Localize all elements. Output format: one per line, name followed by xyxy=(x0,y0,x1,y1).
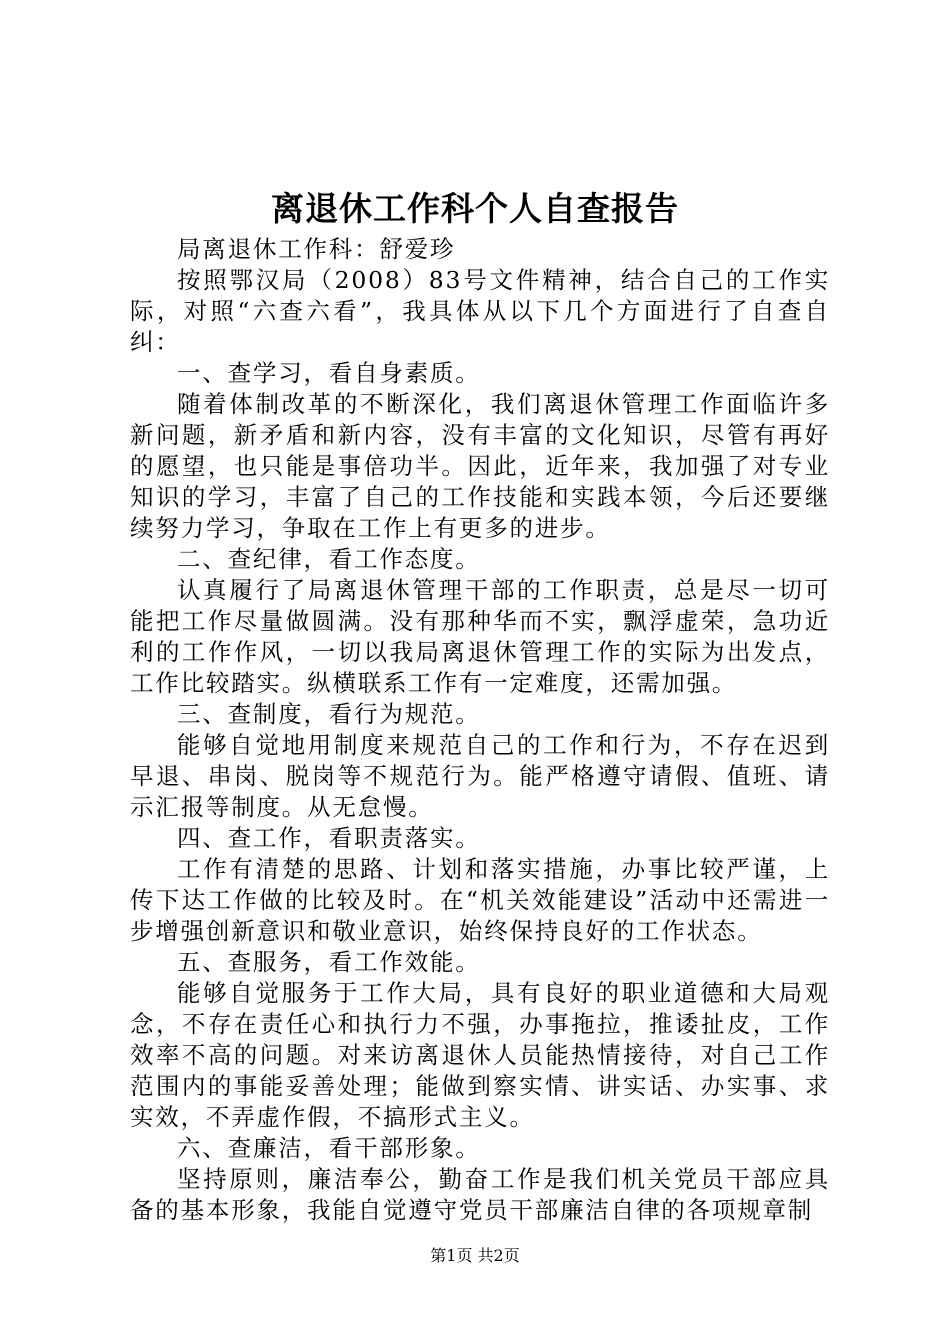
document-title: 离退休工作科个人自查报告 xyxy=(271,189,679,228)
section-heading: 二、查纪律，看工作态度。 xyxy=(177,545,481,573)
body-paragraph: 坚持原则，廉洁奉公，勤奋工作是我们机关党员干部应具备的基本形象，我能自觉遵守党员干部廉洁自律的各项规章制 xyxy=(130,1165,830,1224)
body-paragraph: 能够自觉服务于工作大局，具有良好的职业道德和大局观念，不存在责任心和执行力不强，办事拖拉，推诿扯皮，工作效率不高的问题。对来访离退休人员能热情接待，对自己工作范围内的事能妥善处理；能做到察实情、讲实话、办实事、求实效，不弄虚作假，不搞形式主义。 xyxy=(130,979,830,1131)
body-paragraph: 工作有清楚的思路、计划和落实措施，办事比较严谨，上传下达工作做的比较及时。在“机关效能建设”活动中还需进一步增强创新意识和敬业意识，始终保持良好的工作状态。 xyxy=(130,855,830,945)
section-heading: 一、查学习，看自身素质。 xyxy=(177,359,481,387)
section-heading: 六、查廉洁，看干部形象。 xyxy=(177,1134,481,1162)
section-heading: 五、查服务，看工作效能。 xyxy=(177,948,481,976)
body-paragraph: 能够自觉地用制度来规范自己的工作和行为，不存在迟到早退、串岗、脱岗等不规范行为。能严格遵守请假、值班、请示汇报等制度。从无怠慢。 xyxy=(130,731,830,821)
page-number-footer: 第1页 共2页 xyxy=(430,1246,520,1265)
document-body xyxy=(130,234,830,1226)
body-paragraph: 按照鄂汉局（2008）83号文件精神，结合自己的工作实际，对照“六查六看”，我具体从以下几个方面进行了自查自纠： xyxy=(130,266,830,356)
body-paragraph: 认真履行了局离退休管理干部的工作职责，总是尽一切可能把工作尽量做圆满。没有那种华而不实，飘浮虚荣，急功近利的工作作风，一切以我局离退休管理工作的实际为出发点，工作比较踏实。纵横联系工作有一定难度，还需加强。 xyxy=(130,576,830,697)
author-line: 局离退休工作科：舒爱珍 xyxy=(177,235,456,263)
section-heading: 三、查制度，看行为规范。 xyxy=(177,700,481,728)
body-paragraph: 随着体制改革的不断深化，我们离退休管理工作面临许多新问题，新矛盾和新内容，没有丰富的文化知识，尽管有再好的愿望，也只能是事倍功半。因此，近年来，我加强了对专业知识的学习，丰富了自己的工作技能和实践本领，今后还要继续努力学习，争取在工作上有更多的进步。 xyxy=(130,390,830,542)
section-heading: 四、查工作，看职责落实。 xyxy=(177,824,481,852)
